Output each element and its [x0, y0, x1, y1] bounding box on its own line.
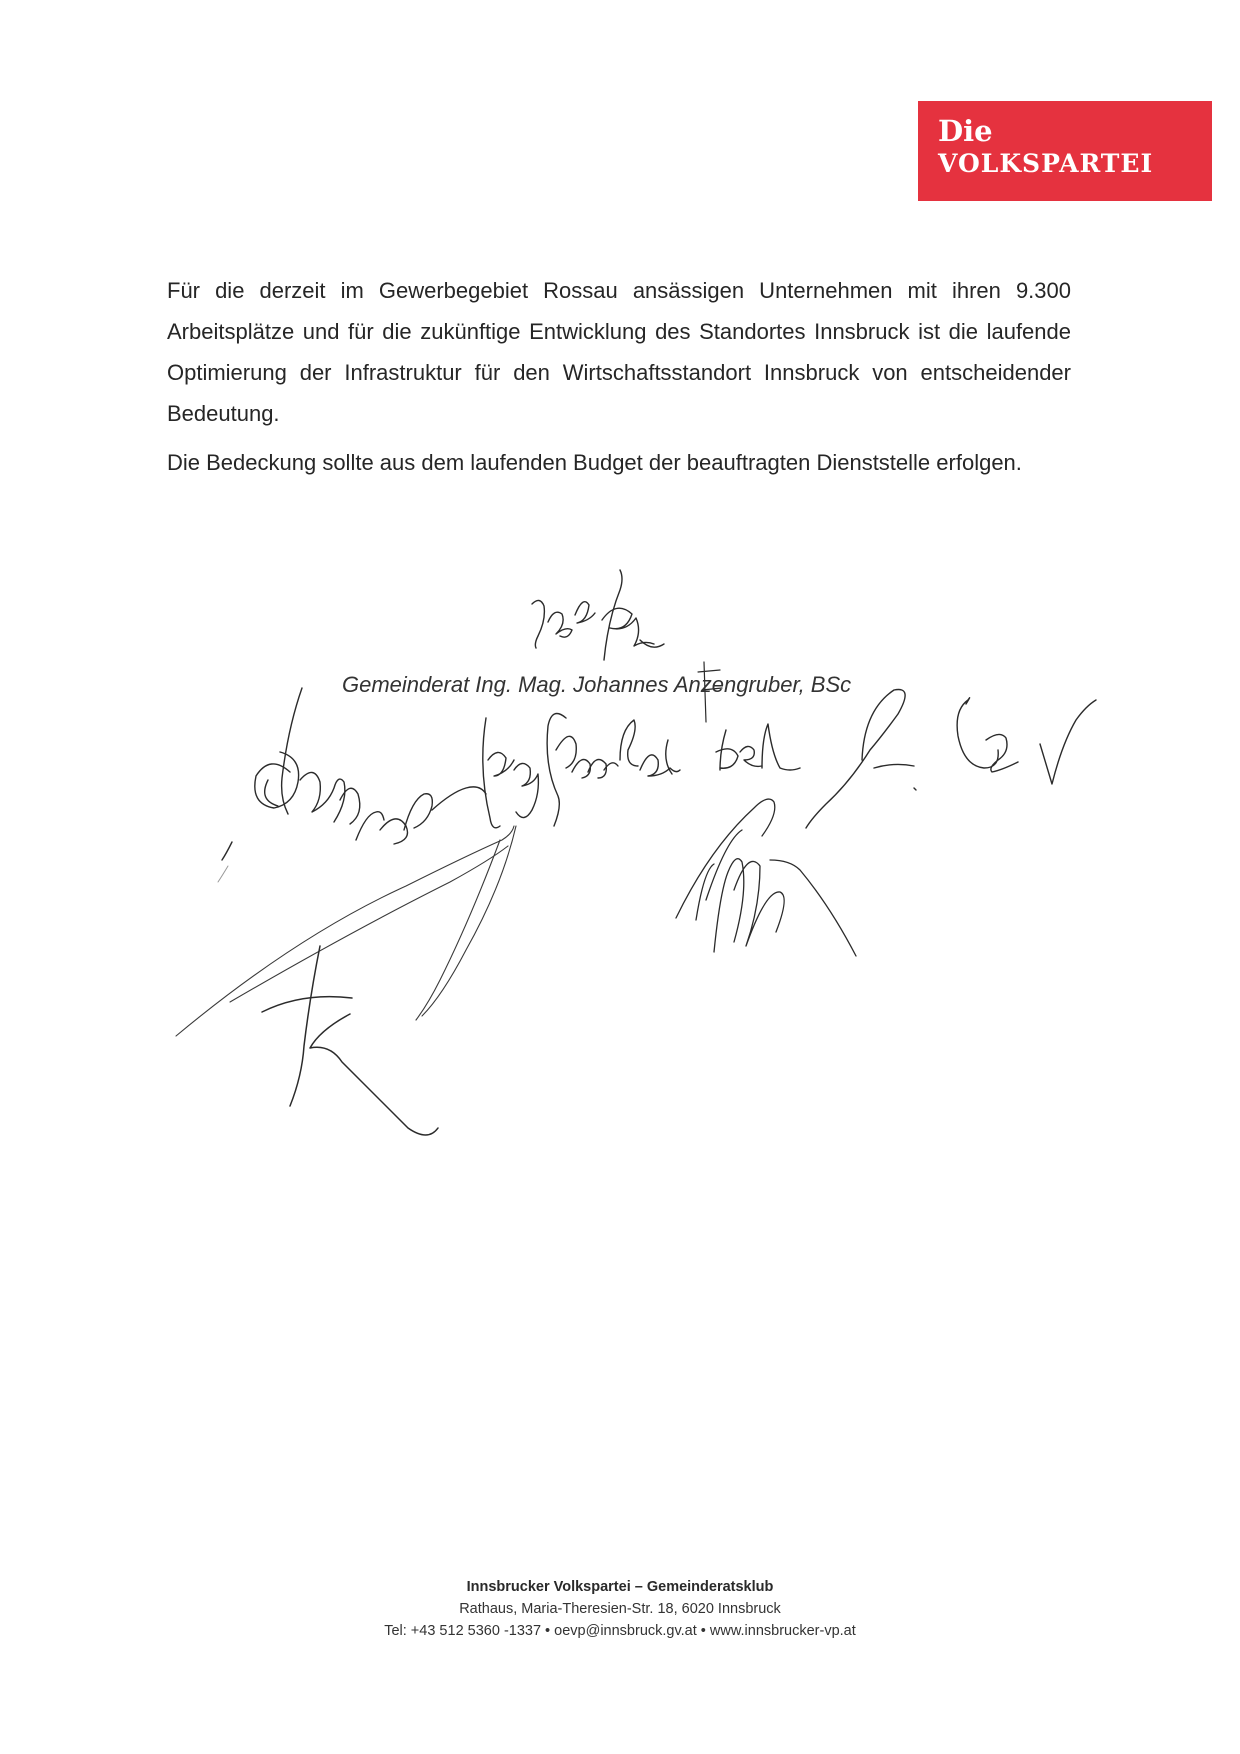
signature-top [532, 570, 664, 660]
signature-right-mid [806, 690, 916, 829]
signature-bottom-right [676, 799, 856, 956]
signature-long-strokes [176, 826, 516, 1036]
footer-organization: Innsbrucker Volkspartei – Gemeinderatsklub [466, 1579, 774, 1595]
signature-mag [483, 718, 539, 828]
footer-contact: Tel: +43 512 5360 -1337 • oevp@innsbruck.gv.at • www.innsbrucker-vp.at [384, 1623, 856, 1639]
signature-right [957, 698, 1096, 784]
footer [0, 1576, 1240, 1642]
footer-address: Rathaus, Maria-Theresien-Str. 18, 6020 Innsbruck [459, 1601, 781, 1617]
faint-edge-strokes [218, 866, 228, 882]
logo-line-volkspartei: VOLKSPARTEI [938, 149, 1154, 178]
signer-name: Gemeinderat Ing. Mag. Johannes Anzengruber, BSc [342, 672, 852, 697]
body-paragraph-1: Für die derzeit im Gewerbegebiet Rossau ansässigen Unternehmen mit ihren 9.300 Arbeitsplätze und für die zukünftige Entwicklung des Standortes Innsbruck ist die laufende Optimierung der Infrastruktur für den Wirtschaftsstandort Innsbruck von entscheidender Bedeutung. [167, 278, 1071, 426]
signature-bottom-left [262, 946, 438, 1135]
body-paragraph-2: Die Bedeckung sollte aus dem laufenden Budget der beauftragten Dienststelle erfolgen. [167, 450, 1022, 475]
signature-left-large [222, 688, 486, 860]
signature-de [716, 724, 800, 770]
signature-middle [547, 714, 680, 827]
logo-line-die: Die [938, 114, 993, 148]
